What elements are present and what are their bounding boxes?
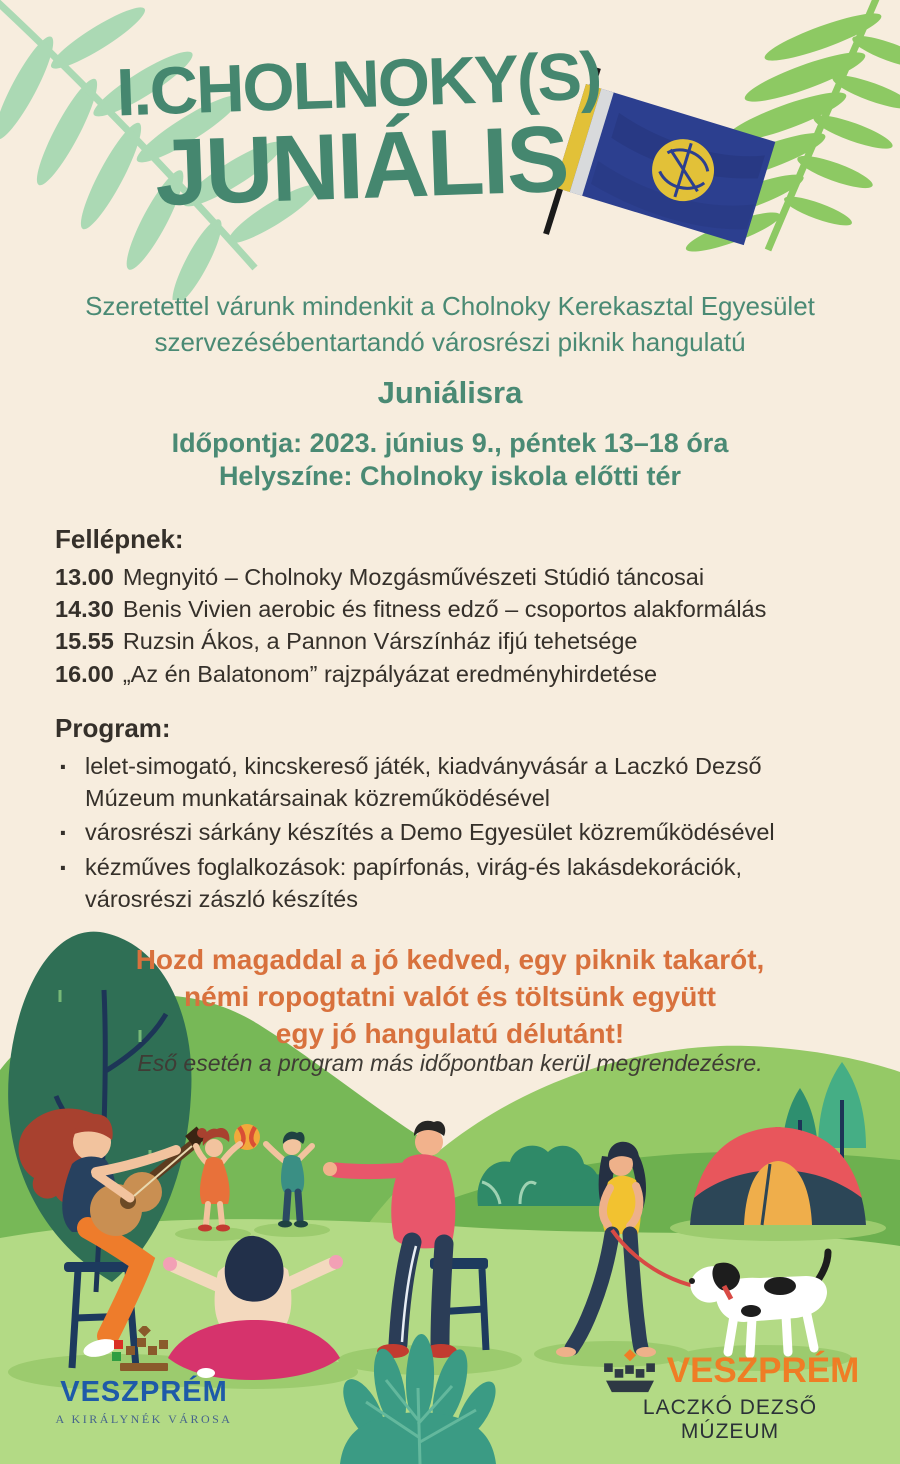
museum-logo-row [596, 1348, 864, 1394]
performer-row [55, 561, 865, 593]
museum-crown-icon [601, 1348, 659, 1394]
program-item: · kézműves foglalkozások: papírfonás, virág-és lakásdekorációk, városrészi zászló készítés [55, 851, 835, 915]
poster-title [0, 39, 723, 224]
performer-desc: Megnyitó – Cholnoky Mozgásművészeti Stúdió táncosai [122, 564, 705, 590]
performer-time: 15.55 [55, 628, 114, 655]
rain-note: Eső esetén a program más időpontban kerül megrendezésre. [137, 1050, 763, 1076]
cta-line2: némi ropogtatni valót és töltsünk együtt [183, 981, 717, 1013]
performer-desc: „Az én Balatonom” rajzpályázat eredményhirdetése [122, 660, 658, 687]
title-line2: JUNIÁLIS [153, 105, 570, 225]
museum-logo-subtitle: LACZKÓ DEZSŐ MÚZEUM [642, 1396, 818, 1443]
performer-time: 14.30 [55, 596, 114, 623]
performers-heading: Fellépnek: [55, 524, 184, 554]
performer-time: 13.00 [55, 564, 114, 590]
performer-row [55, 625, 865, 657]
cta-line3: egy jó hangulatú délutánt! [275, 1018, 625, 1050]
program-heading: Program: [55, 713, 171, 743]
event-location: Helyszíne: Cholnoky iskola előtti tér [218, 461, 682, 492]
city-logo-tagline: A KIRÁLYNÉK VÁROSA [55, 1412, 233, 1426]
performer-desc: Ruzsin Ákos, a Pannon Várszínház ifjú tehetsége [122, 628, 638, 655]
performers-section [55, 524, 865, 690]
cta-text [0, 941, 900, 1053]
performer-desc: Benis Vivien aerobic és fitness edző – csoportos alakformálás [122, 596, 767, 623]
performer-time: 16.00 [55, 660, 114, 687]
program-list [55, 750, 835, 915]
intro-line1: Szeretettel várunk mindenkit a Cholnoky Kerekasztal Egyesület [85, 291, 815, 321]
intro-text [0, 289, 900, 361]
program-item: · városrészi sárkány készítés a Demo Egyesület közreműködésével [55, 816, 835, 848]
intro-line2: szervezésébentartandó városrészi piknik hangulatú [154, 326, 746, 357]
performer-row [55, 658, 865, 690]
city-logo-name: VESZPRÉM [60, 1376, 228, 1408]
veszprem-city-logo [44, 1326, 244, 1427]
museum-logo-name: VESZPRÉM [666, 1351, 860, 1390]
title-line1: I.CHOLNOKY(S) [115, 38, 602, 131]
museum-logo [596, 1348, 864, 1444]
program-item: · lelet-simogató, kincskereső játék, kiadványvásár a Laczkó Dezső Múzeum munkatársainak közreműködésével [55, 750, 835, 814]
program-section [55, 713, 835, 917]
performer-row [55, 593, 865, 625]
cta-line1: Hozd magaddal a jó kedved, egy piknik takarót, [135, 944, 765, 975]
event-name: Juniálisra [377, 375, 523, 410]
city-crown-icon [112, 1326, 176, 1372]
event-date: Időpontja: 2023. június 9., péntek 13–18 óra [171, 428, 729, 458]
event-datetime [0, 427, 900, 493]
